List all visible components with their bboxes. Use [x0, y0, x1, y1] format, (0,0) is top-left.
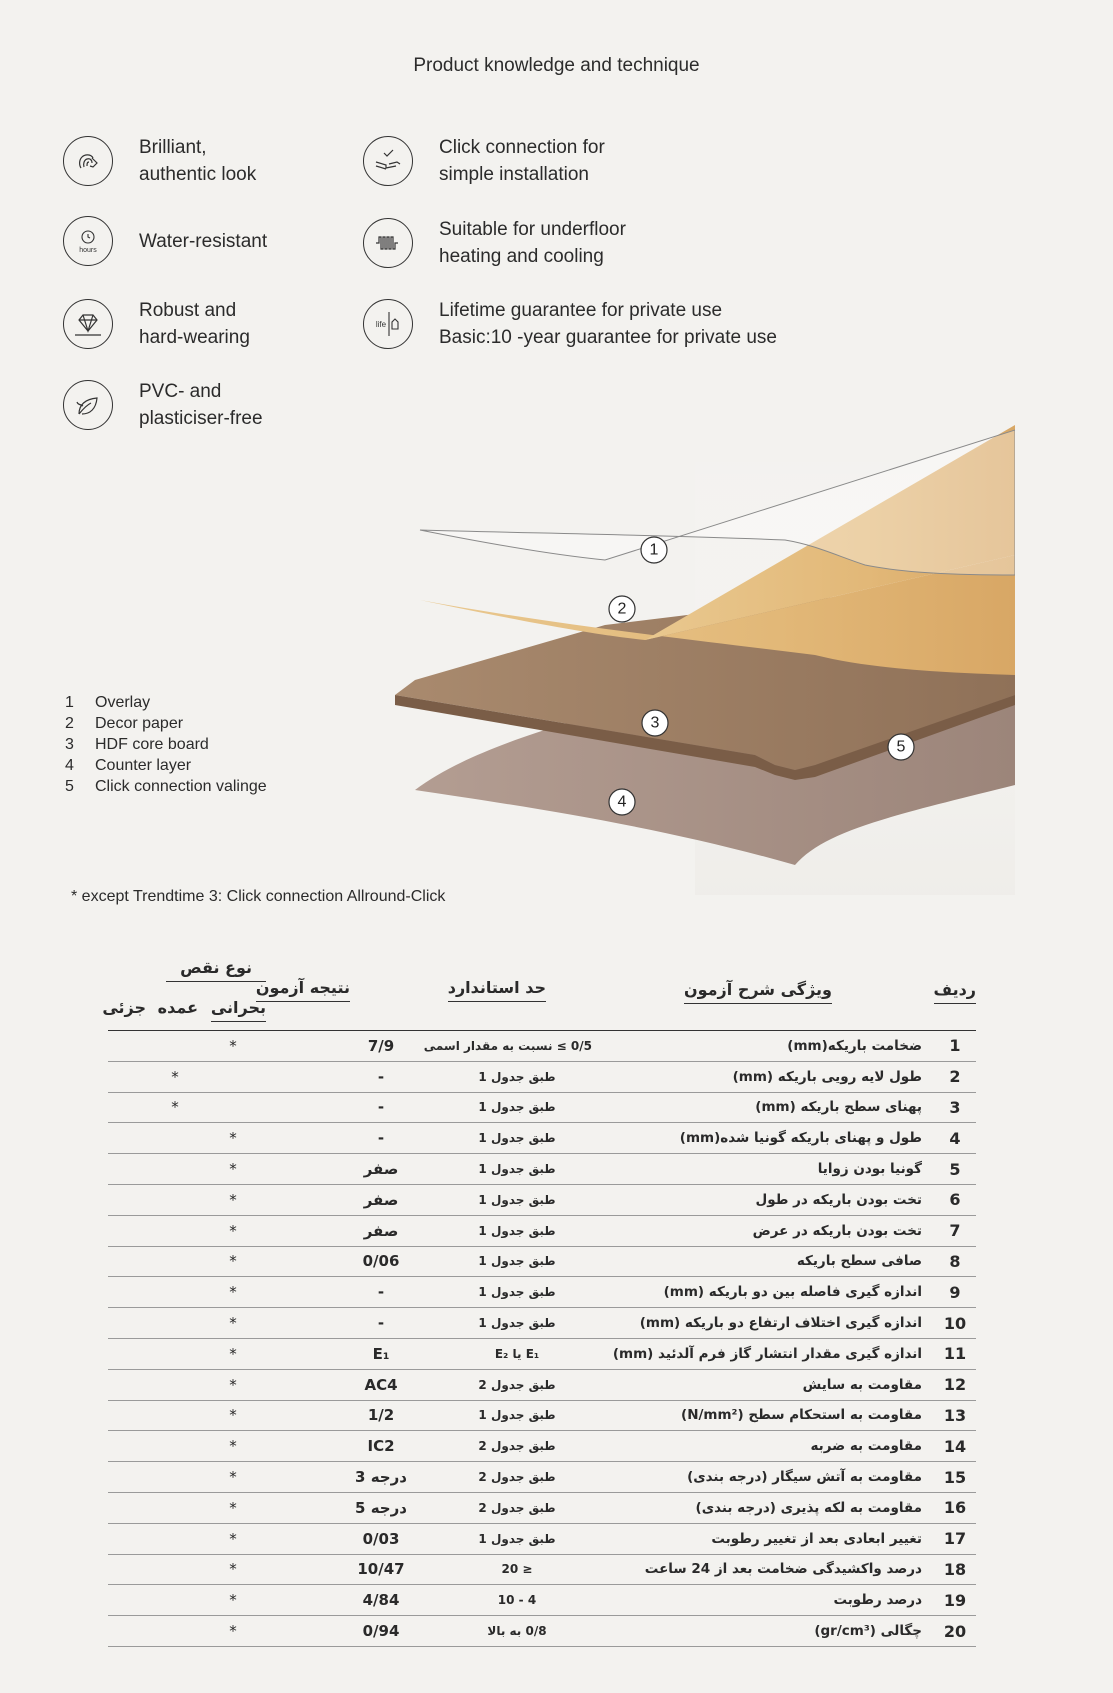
marker-label: 2: [617, 600, 627, 618]
row-major: *: [229, 1498, 237, 1517]
row-result: صفر: [363, 1160, 399, 1179]
row-number: 8: [949, 1251, 961, 1271]
row-major: *: [229, 1468, 237, 1487]
diagram-marker-2: [609, 596, 635, 622]
row-minor: *: [171, 1098, 179, 1117]
marker-label: 3: [650, 714, 660, 732]
row-number: 10: [943, 1313, 967, 1333]
row-result: 7/9: [367, 1036, 395, 1055]
row-description: طول لایه رویی باریکه (mm): [732, 1068, 922, 1085]
row-major: *: [229, 1437, 237, 1456]
row-number: 12: [943, 1375, 967, 1395]
diagram-marker-5: [888, 734, 914, 760]
legend-label: Overlay: [95, 694, 151, 711]
legend-item: [65, 755, 267, 776]
row-standard: طبق جدول 2: [478, 1377, 556, 1392]
feature-pvc-free: [63, 378, 263, 432]
feature-lifetime-guarantee: [363, 297, 777, 351]
feature-click-connection: [363, 134, 605, 188]
row-major: *: [229, 1406, 237, 1425]
row-number: 4: [949, 1128, 961, 1148]
row-description: پهنای سطح باریکه (mm): [755, 1099, 922, 1116]
row-standard: طبق جدول 1: [478, 1285, 556, 1300]
row-number: 1: [949, 1036, 961, 1056]
row-standard: 0/8 به بالا: [487, 1624, 547, 1639]
row-major: *: [229, 1375, 237, 1394]
header-row-number: ردیف: [934, 980, 976, 1004]
row-major: *: [229, 1129, 237, 1148]
table-row: [108, 1431, 976, 1462]
row-standard: طبق جدول 1: [478, 1192, 556, 1207]
row-major: *: [229, 1221, 237, 1240]
row-standard: 4 - 10: [497, 1593, 537, 1608]
row-description: اندازه گیری فاصله بین دو باریکه (mm): [663, 1284, 922, 1301]
row-result: درجه 3: [355, 1468, 407, 1487]
row-result: 4/84: [362, 1591, 400, 1610]
row-number: 18: [943, 1559, 967, 1579]
legend-item: [65, 776, 267, 797]
legend-number: 3: [65, 736, 74, 753]
row-minor: *: [171, 1067, 179, 1086]
row-standard: ≤ 20: [501, 1562, 533, 1577]
row-description: چگالی (gr/cm³): [814, 1623, 922, 1640]
table-row: [108, 1339, 976, 1370]
legend-number: 2: [65, 715, 74, 732]
row-major: *: [229, 1591, 237, 1610]
row-standard: 0/5 ≥ نسبت به مقدار اسمی: [423, 1038, 592, 1053]
feature-line: hard-wearing: [139, 327, 250, 348]
row-result: 1/2: [367, 1406, 395, 1425]
header-standard: حد استاندارد: [448, 978, 546, 1002]
row-result: صفر: [363, 1190, 399, 1209]
row-result: IC2: [367, 1437, 395, 1456]
table-row: [108, 1585, 976, 1616]
row-result: -: [377, 1283, 385, 1302]
table-row: [108, 1123, 976, 1154]
header-critical: بحرانی: [211, 998, 266, 1022]
table-row: [108, 1370, 976, 1401]
feature-line: authentic look: [139, 164, 257, 185]
row-standard: طبق جدول 1: [478, 1131, 556, 1146]
legend-item: [65, 692, 267, 713]
feature-line: Water-resistant: [139, 230, 268, 252]
row-standard: طبق جدول 2: [478, 1470, 556, 1485]
table-row: [108, 1093, 976, 1124]
laminate-layer-diagram: [395, 425, 1015, 895]
lifetime-house-icon: [363, 299, 413, 349]
row-number: 2: [949, 1067, 961, 1087]
table-row: [108, 1555, 976, 1586]
feature-line: Brilliant,: [139, 137, 207, 158]
table-row: [108, 1616, 976, 1647]
legend-number: 5: [65, 778, 74, 795]
feature-line: plasticiser-free: [139, 408, 263, 429]
row-result: -: [377, 1098, 385, 1117]
table-row: [108, 1216, 976, 1247]
footnote: * except Trendtime 3: Click connection Allround-Click: [71, 888, 446, 905]
row-major: *: [229, 1344, 237, 1363]
row-number: 6: [949, 1190, 961, 1210]
table-row: [108, 1154, 976, 1185]
header-defect-type: نوع نقص: [166, 958, 266, 982]
icon-text-hours: hours: [79, 247, 97, 254]
leaf-icon: [63, 380, 113, 430]
feature-robust: [63, 297, 250, 351]
feature-line: Basic:10 -year guarantee for private use: [439, 327, 777, 348]
row-major: *: [229, 1036, 237, 1055]
click-connection-icon: [363, 136, 413, 186]
feature-line: Lifetime guarantee for private use: [439, 300, 723, 321]
test-results-table: [102, 950, 976, 1647]
table-row: [108, 1030, 976, 1062]
row-standard: E₁ یا E₂: [494, 1346, 540, 1361]
legend-label: Counter layer: [95, 757, 192, 774]
underfloor-heating-icon: [363, 218, 413, 268]
legend-item: [65, 713, 267, 734]
row-description: مقاومت به سایش: [802, 1376, 922, 1393]
row-standard: طبق جدول 1: [478, 1254, 556, 1269]
row-description: اندازه گیری اختلاف ارتفاع دو باریکه (mm): [639, 1315, 922, 1332]
row-result: E₁: [372, 1344, 390, 1363]
row-number: 19: [943, 1590, 967, 1610]
row-number: 9: [949, 1282, 961, 1302]
fingerprint-hand-icon: [63, 136, 113, 186]
row-major: *: [229, 1314, 237, 1333]
feature-line: simple installation: [439, 164, 589, 185]
row-result: 0/94: [362, 1622, 400, 1641]
row-standard: طبق جدول 2: [478, 1439, 556, 1454]
row-description: مقاومت به استحکام سطح (N/mm²): [681, 1407, 922, 1424]
row-major: *: [229, 1622, 237, 1641]
header-minor: جزئی: [102, 998, 146, 1017]
row-major: *: [229, 1283, 237, 1302]
row-number: 15: [943, 1467, 967, 1487]
table-header: [102, 950, 976, 1030]
row-number: 17: [943, 1529, 967, 1549]
row-description: تخت بودن باریکه در عرض: [752, 1222, 922, 1239]
row-description: مقاومت به آتش سیگار (درجه بندی): [687, 1469, 922, 1486]
feature-line: PVC- and: [139, 381, 222, 402]
water-drop-hours-icon: [63, 216, 113, 266]
row-result: درجه 5: [355, 1498, 407, 1517]
row-number: 20: [943, 1621, 967, 1641]
row-description: صافی سطح باریکه: [796, 1253, 922, 1270]
layer-legend: [65, 692, 267, 797]
row-result: -: [377, 1314, 385, 1333]
legend-label: Decor paper: [95, 715, 184, 732]
row-result: 0/06: [362, 1252, 400, 1271]
row-description: طول و پهنای باریکه گونیا شده(mm): [679, 1130, 922, 1147]
row-description: گونیا بودن زوایا: [817, 1161, 922, 1178]
table-row: [108, 1308, 976, 1339]
table-row: [108, 1493, 976, 1524]
header-major: عمده: [157, 998, 198, 1017]
diagram-marker-1: [641, 537, 667, 563]
legend-number: 4: [65, 757, 74, 774]
feature-line: heating and cooling: [439, 246, 604, 267]
row-standard: طبق جدول 1: [478, 1223, 556, 1238]
row-standard: طبق جدول 1: [478, 1069, 556, 1084]
table-row: [108, 1277, 976, 1308]
row-description: مقاومت به ضربه: [810, 1438, 922, 1455]
row-number: 16: [943, 1498, 967, 1518]
feature-line: Robust and: [139, 300, 237, 321]
row-standard: طبق جدول 1: [478, 1100, 556, 1115]
row-result: 10/47: [357, 1560, 405, 1579]
row-standard: طبق جدول 1: [478, 1162, 556, 1177]
row-standard: طبق جدول 1: [478, 1316, 556, 1331]
table-row: [108, 1247, 976, 1278]
legend-label: HDF core board: [95, 736, 209, 753]
row-number: 3: [949, 1097, 961, 1117]
header-description: ویژگی شرح آزمون: [684, 980, 832, 1004]
row-description: درصد واکشیدگی ضخامت بعد از 24 ساعت: [644, 1561, 922, 1578]
row-major: *: [229, 1160, 237, 1179]
row-major: *: [229, 1190, 237, 1209]
feature-water-resistant: [63, 216, 267, 266]
row-result: 0/03: [362, 1529, 400, 1548]
row-description: درصد رطوبت: [833, 1592, 922, 1609]
row-description: اندازه گیری مقدار انتشار گاز فرم آلدئید (mm): [612, 1345, 922, 1362]
feature-authentic-look: [63, 134, 256, 188]
row-major: *: [229, 1252, 237, 1271]
feature-line: Click connection for: [439, 137, 605, 158]
row-major: *: [229, 1529, 237, 1548]
marker-label: 1: [649, 541, 659, 559]
row-number: 14: [943, 1436, 967, 1456]
marker-label: 5: [896, 738, 906, 756]
row-number: 5: [949, 1159, 961, 1179]
row-description: تغییر ابعادی بعد از تغییر رطوبت: [711, 1530, 922, 1547]
row-number: 13: [943, 1405, 967, 1425]
feature-underfloor-heating: [363, 216, 626, 270]
row-number: 7: [949, 1221, 961, 1241]
table-row: [108, 1524, 976, 1555]
row-number: 11: [943, 1344, 967, 1364]
legend-number: 1: [65, 694, 74, 711]
row-standard: طبق جدول 1: [478, 1531, 556, 1546]
marker-label: 4: [617, 793, 627, 811]
table-row: [108, 1062, 976, 1093]
legend-item: [65, 734, 267, 755]
row-description: مقاومت به لکه پذیری (درجه بندی): [695, 1499, 922, 1516]
row-description: ضخامت باریکه(mm): [787, 1037, 922, 1054]
row-result: AC4: [364, 1375, 398, 1394]
icon-text-life: life: [375, 320, 387, 329]
row-major: *: [229, 1560, 237, 1579]
row-standard: طبق جدول 2: [478, 1500, 556, 1515]
diamond-icon: [63, 299, 113, 349]
table-row: [108, 1462, 976, 1493]
row-result: -: [377, 1067, 385, 1086]
legend-label: Click connection valinge: [95, 778, 267, 795]
header-result: نتیجه آزمون: [256, 978, 350, 1002]
diagram-marker-3: [642, 710, 668, 736]
diagram-marker-4: [609, 789, 635, 815]
row-result: -: [377, 1129, 385, 1148]
feature-line: Suitable for underfloor: [439, 219, 626, 240]
table-body: [108, 1030, 976, 1647]
table-row: [108, 1401, 976, 1432]
row-result: صفر: [363, 1221, 399, 1240]
row-description: تخت بودن باریکه در طول: [755, 1191, 922, 1208]
table-row: [108, 1185, 976, 1216]
row-standard: طبق جدول 1: [478, 1408, 556, 1423]
page-title: Product knowledge and technique: [413, 55, 700, 76]
